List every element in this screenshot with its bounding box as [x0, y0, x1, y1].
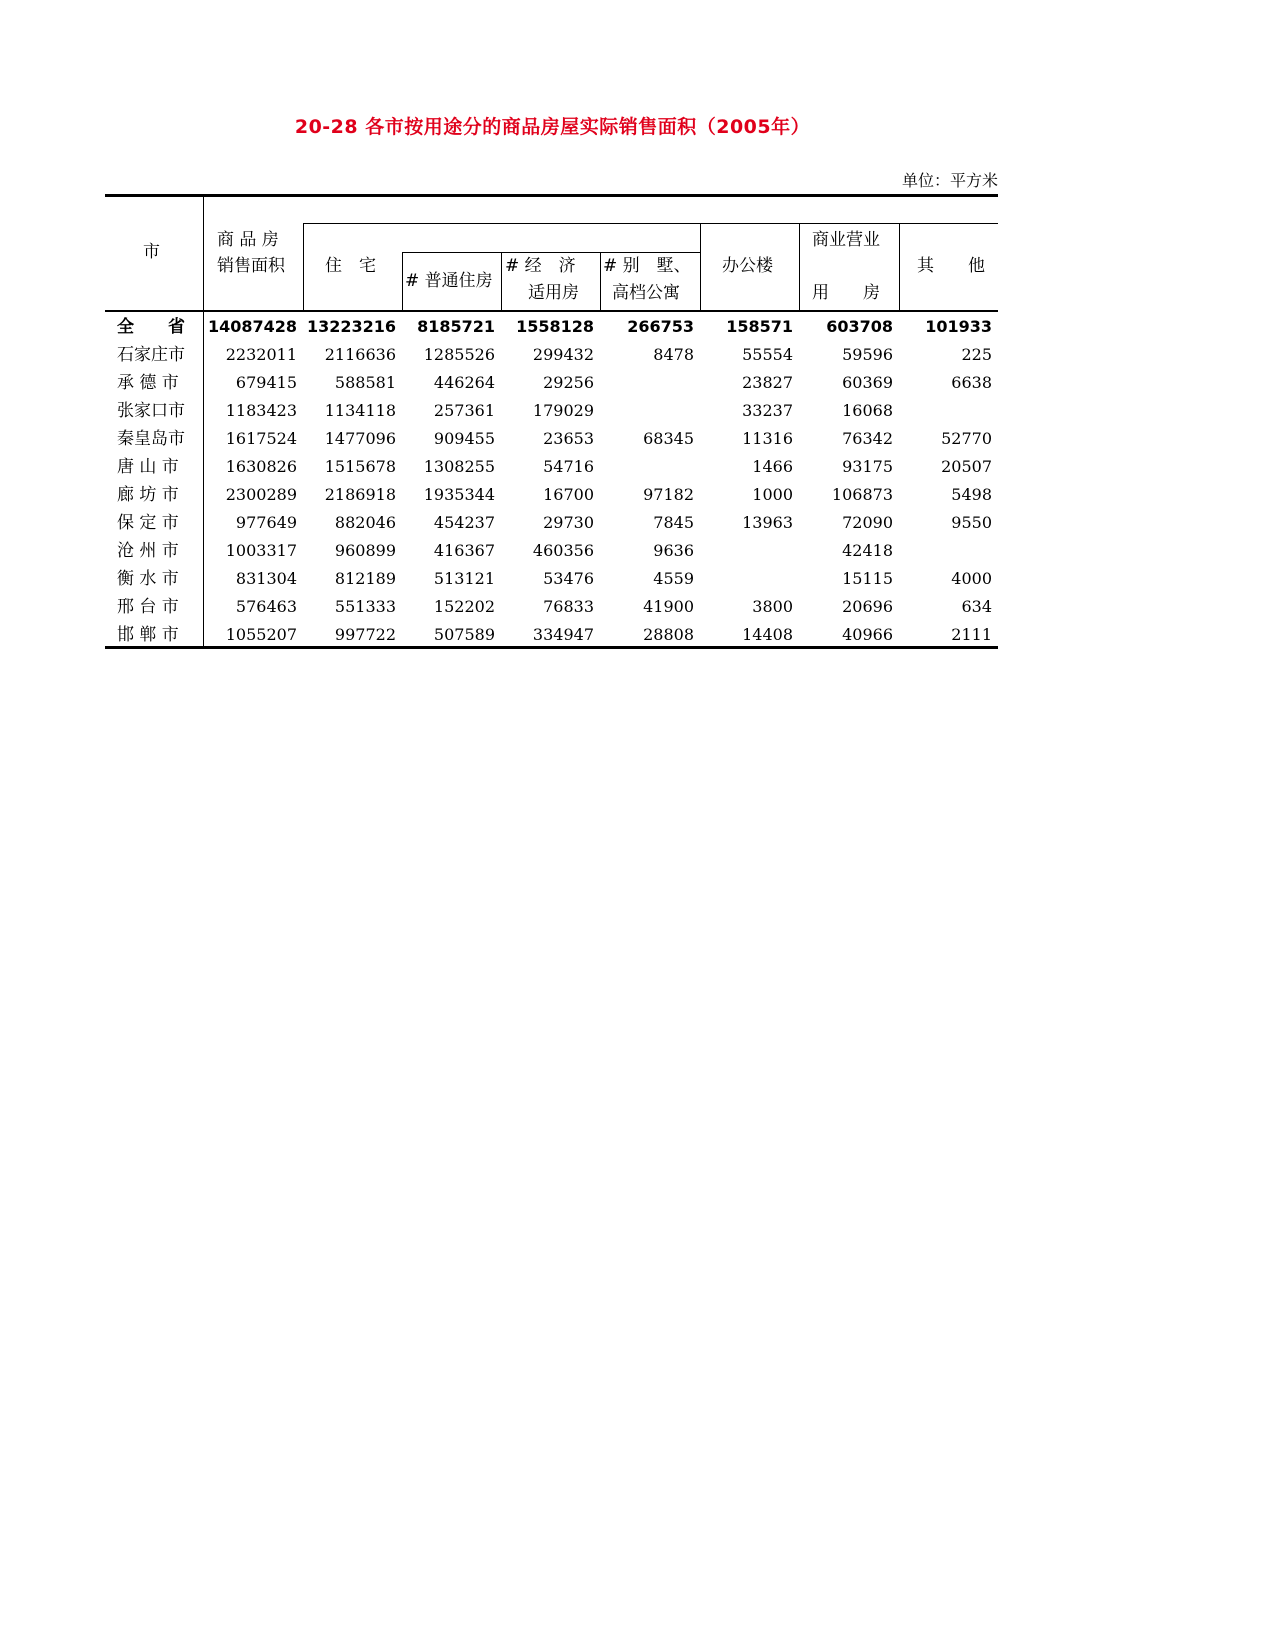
- table-cell: 97182: [643, 485, 694, 504]
- header-villa-line2: 高档公寓: [612, 283, 680, 303]
- table-cell: 3800: [752, 597, 793, 616]
- table-cell: 1055207: [225, 625, 297, 644]
- table-cell: [698, 565, 793, 593]
- header-villa-line1: # 别 墅、: [603, 256, 691, 276]
- table-cell: 53476: [543, 569, 594, 588]
- table-cell: 1558128: [516, 317, 594, 336]
- table-cell: 588581: [334, 373, 396, 392]
- row-city: 承 德 市: [117, 373, 179, 393]
- table-cell: 2116636: [324, 345, 396, 364]
- table-cell: 551333: [334, 597, 396, 616]
- table-cell: 1630826: [225, 457, 297, 476]
- row-city: 石家庄市: [117, 345, 185, 365]
- subheader-rule-residential: [303, 223, 700, 224]
- table-cell: 1477096: [324, 429, 396, 448]
- row-city: 邢 台 市: [117, 597, 179, 617]
- table-cell: 603708: [826, 317, 893, 336]
- table-cell: 179029: [532, 401, 594, 420]
- table-cell: [599, 369, 694, 397]
- col-rule-4: [501, 252, 502, 311]
- header-total-line2: 销售面积: [217, 256, 285, 276]
- table-cell: 54716: [543, 457, 594, 476]
- table-cell: 13963: [742, 513, 793, 532]
- col-rule-2: [303, 223, 304, 311]
- table-cell: 679415: [235, 373, 297, 392]
- table-cell: 14087428: [207, 317, 297, 336]
- col-rule-7: [799, 223, 800, 311]
- table-cell: [599, 453, 694, 481]
- table-cell: 152202: [433, 597, 495, 616]
- table-cell: 55554: [742, 345, 793, 364]
- table-cell: 8478: [653, 345, 694, 364]
- table-cell: 16700: [543, 485, 594, 504]
- table-cell: 460356: [532, 541, 594, 560]
- table-cell: 59596: [842, 345, 893, 364]
- row-city: 邯 郸 市: [117, 625, 179, 645]
- header-total-line1: 商 品 房: [217, 230, 279, 250]
- unit-label: 单位：平方米: [901, 171, 998, 190]
- table-cell: 812189: [334, 569, 396, 588]
- header-ordinary: # 普通住房: [405, 271, 493, 291]
- table-cell: 7845: [653, 513, 694, 532]
- col-rule-6: [700, 223, 701, 311]
- table-cell: 576463: [235, 597, 297, 616]
- header-commercial-line2: 用 房: [812, 283, 880, 303]
- table-cell: 8185721: [417, 317, 495, 336]
- col-rule-3: [402, 252, 403, 311]
- table-cell: 634: [961, 597, 992, 616]
- table-cell: 20696: [842, 597, 893, 616]
- table-cell: 60369: [842, 373, 893, 392]
- header-other: 其 他: [917, 256, 985, 276]
- table-cell: 2300289: [225, 485, 297, 504]
- table-cell: 2186918: [324, 485, 396, 504]
- table-cell: 831304: [235, 569, 297, 588]
- header-commercial-line1: 商业营业: [812, 230, 880, 250]
- table-cell: 1935344: [423, 485, 495, 504]
- table-cell: 1285526: [423, 345, 495, 364]
- table-cell: 13223216: [306, 317, 396, 336]
- header-bottom-rule: [105, 310, 998, 312]
- row-city: 张家口市: [117, 401, 185, 421]
- table-cell: 158571: [726, 317, 793, 336]
- row-city: 秦皇岛市: [117, 429, 185, 449]
- data-table: [105, 194, 998, 650]
- table-cell: [698, 537, 793, 565]
- table-cell: 225: [961, 345, 992, 364]
- table-cell: 76833: [543, 597, 594, 616]
- table-cell: 446264: [433, 373, 495, 392]
- table-cell: 513121: [433, 569, 495, 588]
- table-cell: [897, 537, 992, 565]
- table-cell: 93175: [842, 457, 893, 476]
- row-city: 廊 坊 市: [117, 485, 179, 505]
- table-cell: 977649: [235, 513, 297, 532]
- table-cell: [599, 397, 694, 425]
- table-cell: 42418: [842, 541, 893, 560]
- table-cell: 72090: [842, 513, 893, 532]
- table-cell: 909455: [433, 429, 495, 448]
- table-cell: 1000: [752, 485, 793, 504]
- table-cell: 1308255: [423, 457, 495, 476]
- table-cell: 23827: [742, 373, 793, 392]
- table-cell: 1183423: [225, 401, 297, 420]
- table-cell: 2111: [951, 625, 992, 644]
- table-cell: 29256: [543, 373, 594, 392]
- table-cell: 960899: [334, 541, 396, 560]
- col-rule-5: [600, 252, 601, 311]
- table-cell: 28808: [643, 625, 694, 644]
- row-city: 沧 州 市: [117, 541, 179, 561]
- table-cell: 454237: [433, 513, 495, 532]
- table-cell: 14408: [742, 625, 793, 644]
- table-cell: 76342: [842, 429, 893, 448]
- table-cell: 41900: [643, 597, 694, 616]
- table-cell: 33237: [742, 401, 793, 420]
- table-cell: 1515678: [324, 457, 396, 476]
- table-cell: 334947: [532, 625, 594, 644]
- table-cell: 40966: [842, 625, 893, 644]
- table-cell: 299432: [532, 345, 594, 364]
- table-cell: 5498: [951, 485, 992, 504]
- row-city: 唐 山 市: [117, 457, 179, 477]
- table-cell: 15115: [842, 569, 893, 588]
- row-city: 保 定 市: [117, 513, 179, 533]
- table-cell: [897, 397, 992, 425]
- header-city: 市: [143, 242, 160, 262]
- header-office: 办公楼: [722, 256, 773, 276]
- row-city: 衡 水 市: [117, 569, 179, 589]
- table-cell: 106873: [831, 485, 893, 504]
- table-cell: 20507: [941, 457, 992, 476]
- table-top-rule: [105, 194, 998, 197]
- table-cell: 6638: [951, 373, 992, 392]
- table-cell: 257361: [433, 401, 495, 420]
- table-cell: 4559: [653, 569, 694, 588]
- table-cell: 2232011: [225, 345, 297, 364]
- subheader-rule-right: [700, 223, 998, 224]
- table-cell: 29730: [543, 513, 594, 532]
- page-title: 20-28 各市按用途分的商品房屋实际销售面积（2005年）: [294, 116, 811, 138]
- table-cell: 1003317: [225, 541, 297, 560]
- header-affordable-line1: # 经 济: [505, 256, 576, 276]
- table-cell: 52770: [941, 429, 992, 448]
- table-cell: 68345: [643, 429, 694, 448]
- table-cell: 11316: [742, 429, 793, 448]
- table-cell: 9636: [653, 541, 694, 560]
- table-cell: 23653: [543, 429, 594, 448]
- header-affordable-line2: 适用房: [528, 283, 579, 303]
- table-cell: 997722: [334, 625, 396, 644]
- table-cell: 507589: [433, 625, 495, 644]
- table-cell: 9550: [951, 513, 992, 532]
- table-cell: 1134118: [324, 401, 396, 420]
- header-residential: 住 宅: [325, 256, 376, 276]
- table-cell: 266753: [627, 317, 694, 336]
- table-cell: 1466: [752, 457, 793, 476]
- table-cell: 882046: [334, 513, 396, 532]
- table-cell: 101933: [925, 317, 992, 336]
- table-cell: 4000: [951, 569, 992, 588]
- col-rule-8: [899, 223, 900, 311]
- table-cell: 16068: [842, 401, 893, 420]
- row-city: 全 省: [117, 317, 185, 337]
- subsub-rule: [402, 252, 700, 253]
- table-cell: 416367: [433, 541, 495, 560]
- table-cell: 1617524: [225, 429, 297, 448]
